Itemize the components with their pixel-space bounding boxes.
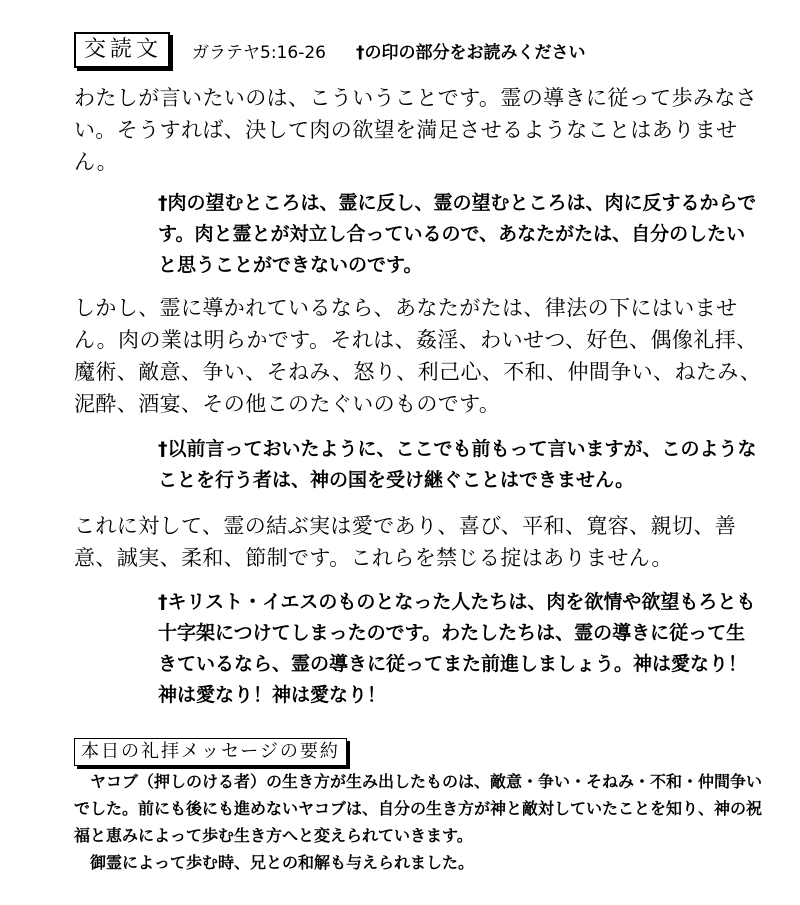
reading-instruction: †の印の部分をお読みください (355, 42, 586, 63)
scripture-reference: ガラテヤ5:16-26 (192, 42, 326, 63)
summary-paragraph-1: ヤコブ（押しのける者）の生き方が生み出したものは、敵意・争い・そねみ・不和・仲間争いでした。前にも後にも進めないヤコブは、自分の生き方が神と敵対していたことを知り、神の祝福と恵みによって歩む生き方へと変えられていきます。 (74, 772, 763, 845)
people-paragraph-2: †以前言っておいたように、ここでも前もって言いますが、このようなことを行う者は、神の国を受け継ぐことはできません。 (158, 438, 757, 491)
people-paragraph-1: †肉の望むところは、霊に反し、霊の望むところは、肉に反するからです。肉と霊とが対立し合っているので、あなたがたは、自分のしたいと思うことができないのです。 (158, 192, 757, 276)
message-summary (74, 768, 764, 876)
leader-paragraph-3: これに対して、霊の結ぶ実は愛であり、喜び、平和、寛容、親切、善意、誠実、柔和、節制です。これらを禁じる掟はありません。 (74, 514, 737, 570)
leader-paragraph-2: しかし、霊に導かれているなら、あなたがたは、律法の下にはいません。肉の業は明らかです。それは、姦淫、わいせつ、好色、偶像礼拝、魔術、敵意、争い、そねみ、怒り、利己心、不和、仲間争い、ねたみ、泥酔、酒宴、その他このたぐいのものです。 (74, 296, 762, 416)
summary-paragraph-2: 御霊によって歩む時、兄との和解も与えられました。 (90, 853, 475, 872)
reading-header (74, 30, 585, 70)
leader-paragraph-1: わたしが言いたいのは、こういうことです。霊の導きに従って歩みなさい。そうすれば、決して肉の欲望を満足させるようなことはありません。 (74, 86, 758, 174)
responsive-reading-label: 交読文 (74, 32, 170, 68)
people-paragraph-3: †キリスト・イエスのものとなった人たちは、肉を欲情や欲望もろとも十字架につけてしまったのです。わたしたちは、霊の導きに従って生きているなら、霊の導きに従ってまた前進しましょう。神は愛なり！神は愛なり！神は愛なり！ (158, 591, 756, 706)
message-summary-label: 本日の礼拝メッセージの要約 (74, 738, 347, 766)
